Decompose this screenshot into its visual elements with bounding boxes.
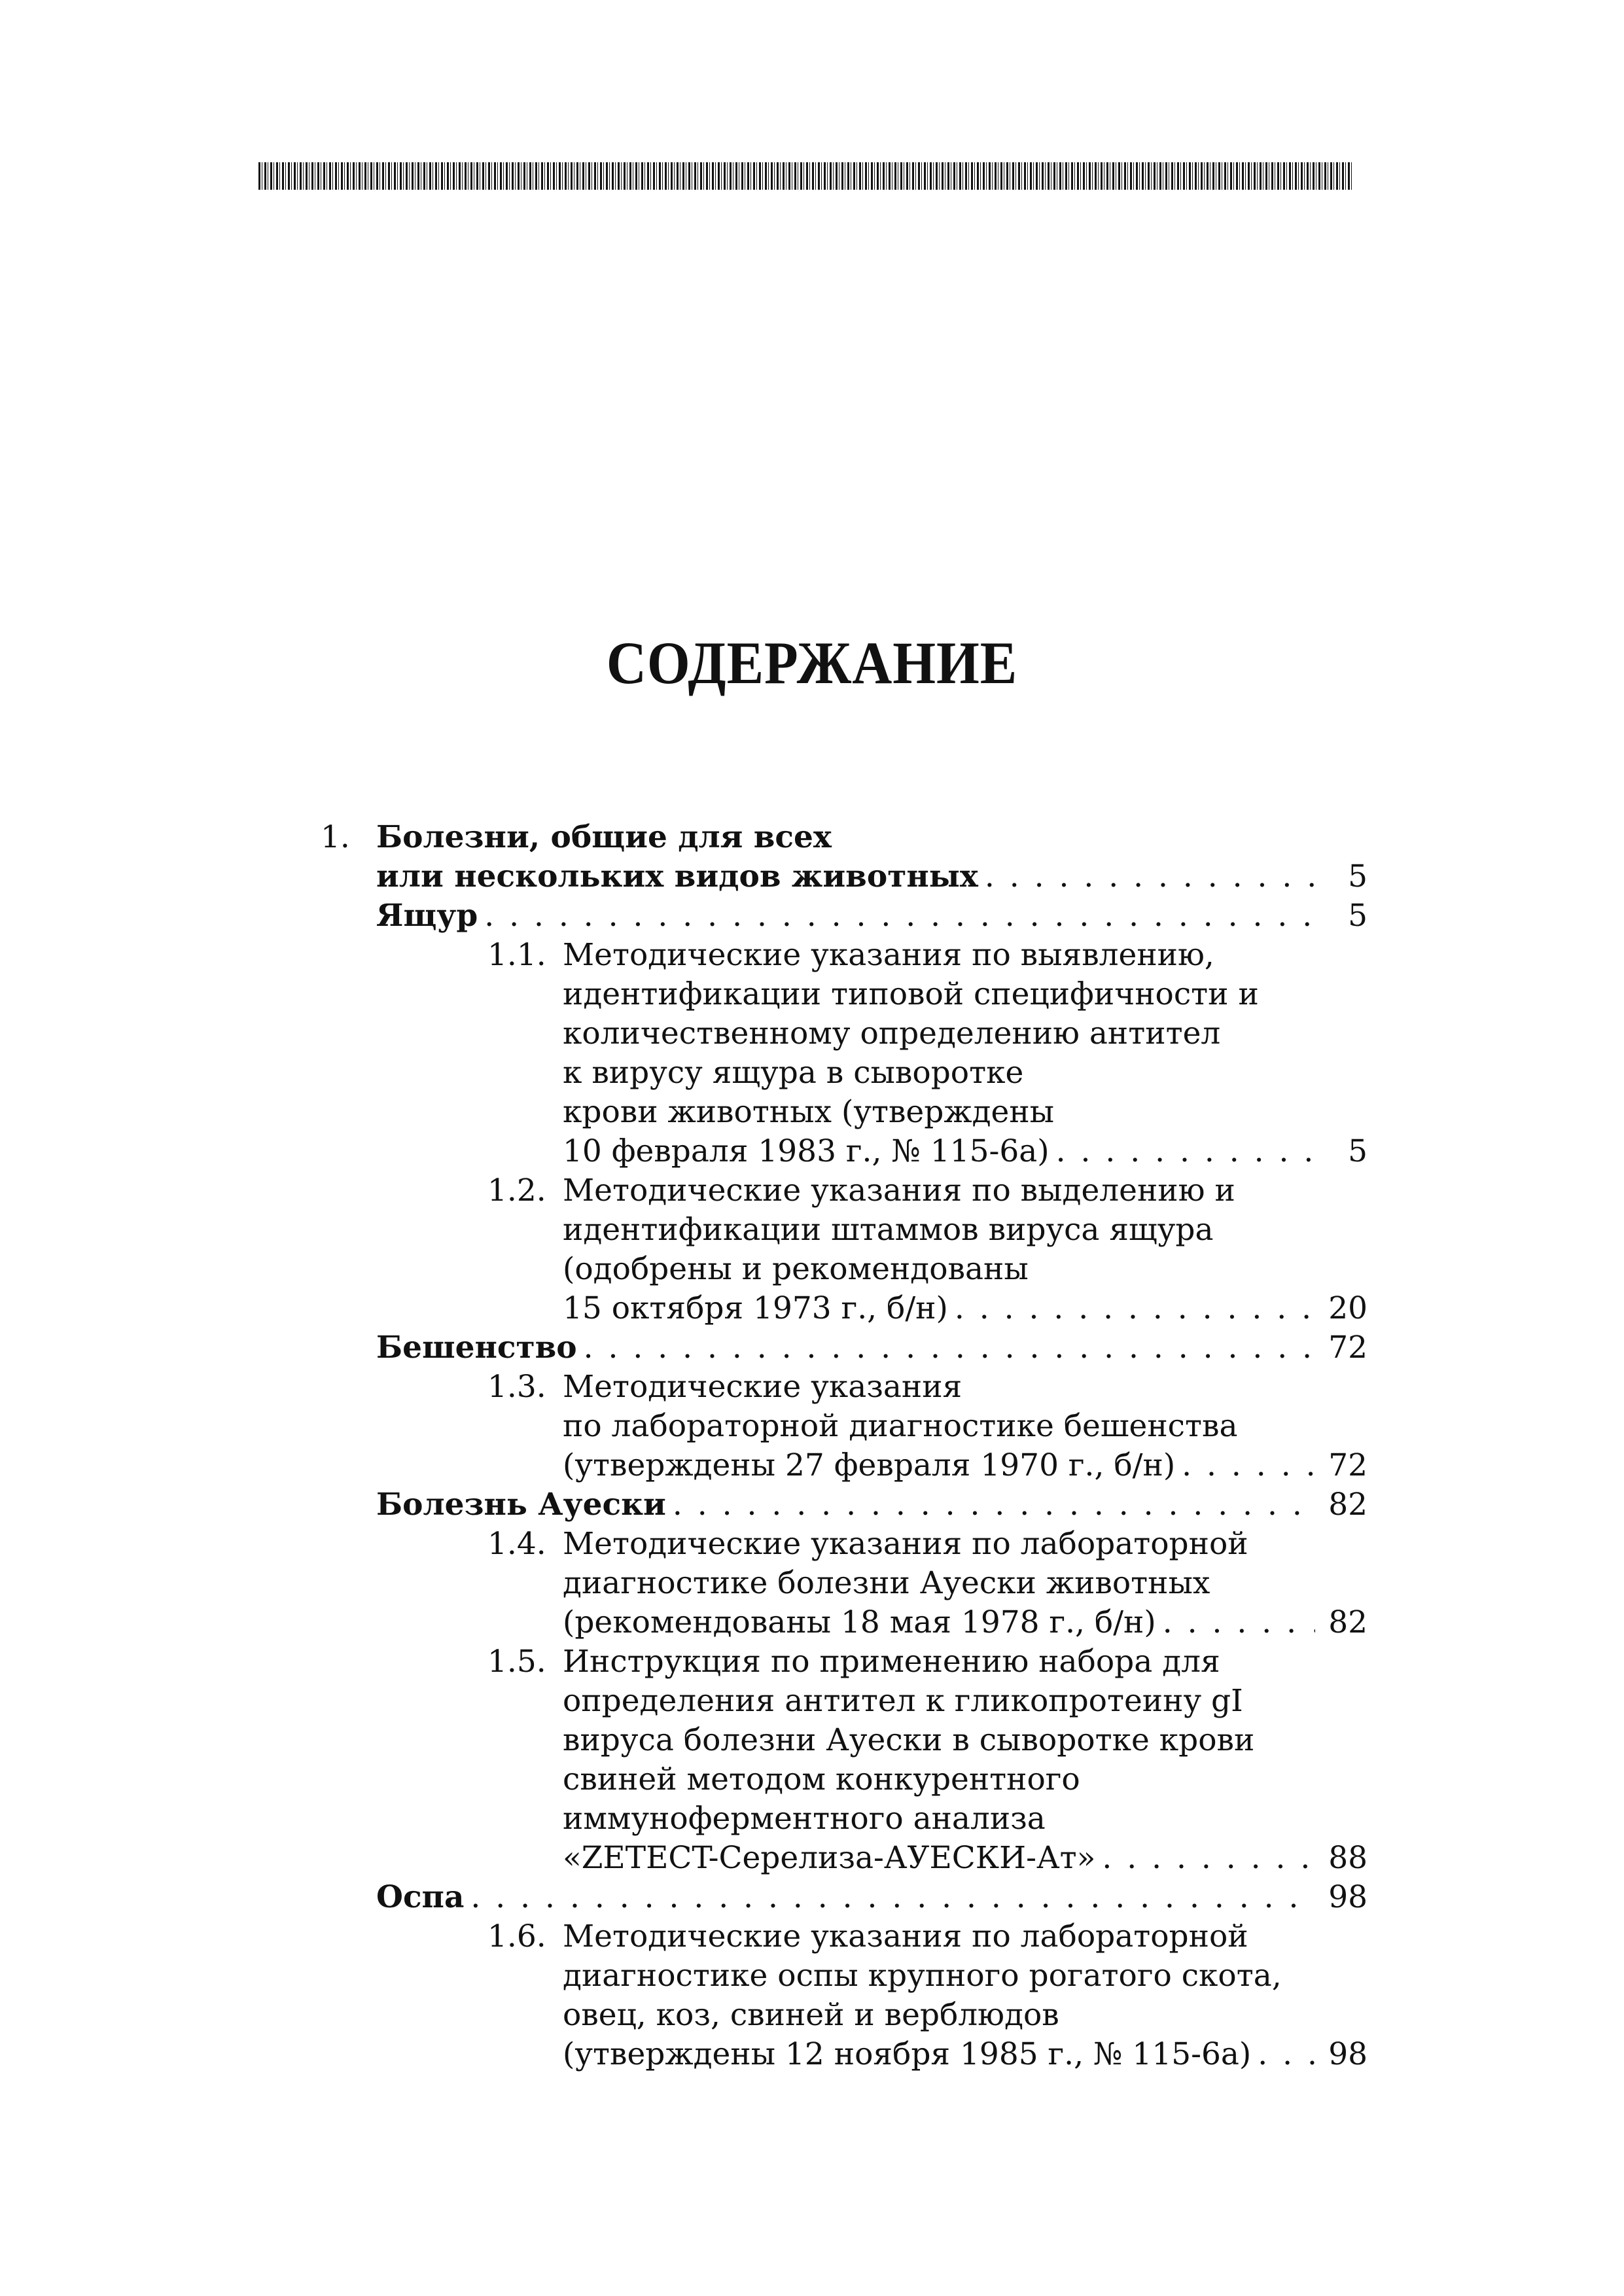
toc-item-1-3[interactable]: 1.3. Методические указания [487,1369,962,1405]
toc-entry-rabies[interactable]: Бешенство . . . 72 [376,1328,1368,1368]
toc-section-1-line1 [321,818,1368,857]
toc-item-1-5[interactable]: 1.5. Инструкция по применению набора для [487,1644,1220,1680]
toc-item-1-5-line: определения антител к гликопротеину gI [563,1683,1243,1719]
toc-section-title: Болезни, общие для всех [376,819,832,855]
page-title: СОДЕРЖАНИЕ [606,629,1018,696]
toc-item-1-2-line: (одобрены и рекомендованы [563,1251,1029,1287]
toc-item-1-1-last-line: 10 февраля 1983 г., № 115-6а) . . . 5 [563,1132,1368,1171]
toc-section-1-line2[interactable]: или нескольких видов животных . . . 5 [376,857,1368,896]
toc-page-number: 5 [1348,858,1368,894]
toc-item-1-5-line: вируса болезни Ауески в сыворотке крови [563,1722,1255,1758]
toc-item-1-1-line: идентификации типовой специфичности и [563,976,1259,1012]
toc-item-1-1-line: крови животных (утверждены [563,1094,1055,1130]
header-barcode-strip [258,162,1352,190]
toc-item-1-5-last-line: «ZETECT-Серелиза-АУЕСКИ-Ат» . . . 88 [563,1839,1368,1878]
toc-item-1-6[interactable]: 1.6. Методические указания по лабораторной [487,1918,1248,1954]
toc-item-1-3-line: по лабораторной диагностике бешенства [563,1408,1238,1444]
toc-item-1-2-line: идентификации штаммов вируса ящура [563,1212,1214,1248]
toc-item-1-1-line: количественному определению антител [563,1016,1221,1051]
toc-item-1-6-line: овец, коз, свиней и верблюдов [563,1997,1059,2033]
toc-item-1-4-last-line: (рекомендованы 18 мая 1978 г., б/н) . . . 82 [563,1603,1368,1642]
toc-item-1-5-line: свиней методом конкурентного [563,1761,1080,1797]
toc-item-1-5-line: иммуноферментного анализа [563,1801,1046,1837]
toc-item-1-2[interactable]: 1.2. Методические указания по выделению и [487,1173,1235,1209]
toc-item-1-3-last-line: (утверждены 27 февраля 1970 г., б/н) . . . 72 [563,1446,1368,1485]
toc-item-1-4[interactable]: 1.4. Методические указания по лабораторной [487,1526,1248,1562]
toc-entry-aujeszky[interactable]: Болезнь Ауески . . . 82 [376,1485,1368,1525]
toc-item-1-1-line: к вирусу ящура в сыворотке [563,1055,1024,1091]
toc-item-1-6-line: диагностике оспы крупного рогатого скота, [563,1958,1282,1994]
toc-item-1-6-last-line: (утверждены 12 ноября 1985 г., № 115-6а) . . . 98 [563,2035,1368,2074]
toc-item-1-1[interactable]: 1.1. Методические указания по выявлению, [487,937,1214,973]
toc-section-number: 1. [321,819,350,855]
toc-entry-pox[interactable]: Оспа . . . 98 [376,1878,1368,1917]
toc-item-1-4-line: диагностике болезни Ауески животных [563,1565,1210,1601]
toc-item-1-2-last-line: 15 октября 1973 г., б/н) . . . 20 [563,1289,1368,1328]
toc-entry-foot-mouth[interactable]: Ящур . . . 5 [376,896,1368,936]
